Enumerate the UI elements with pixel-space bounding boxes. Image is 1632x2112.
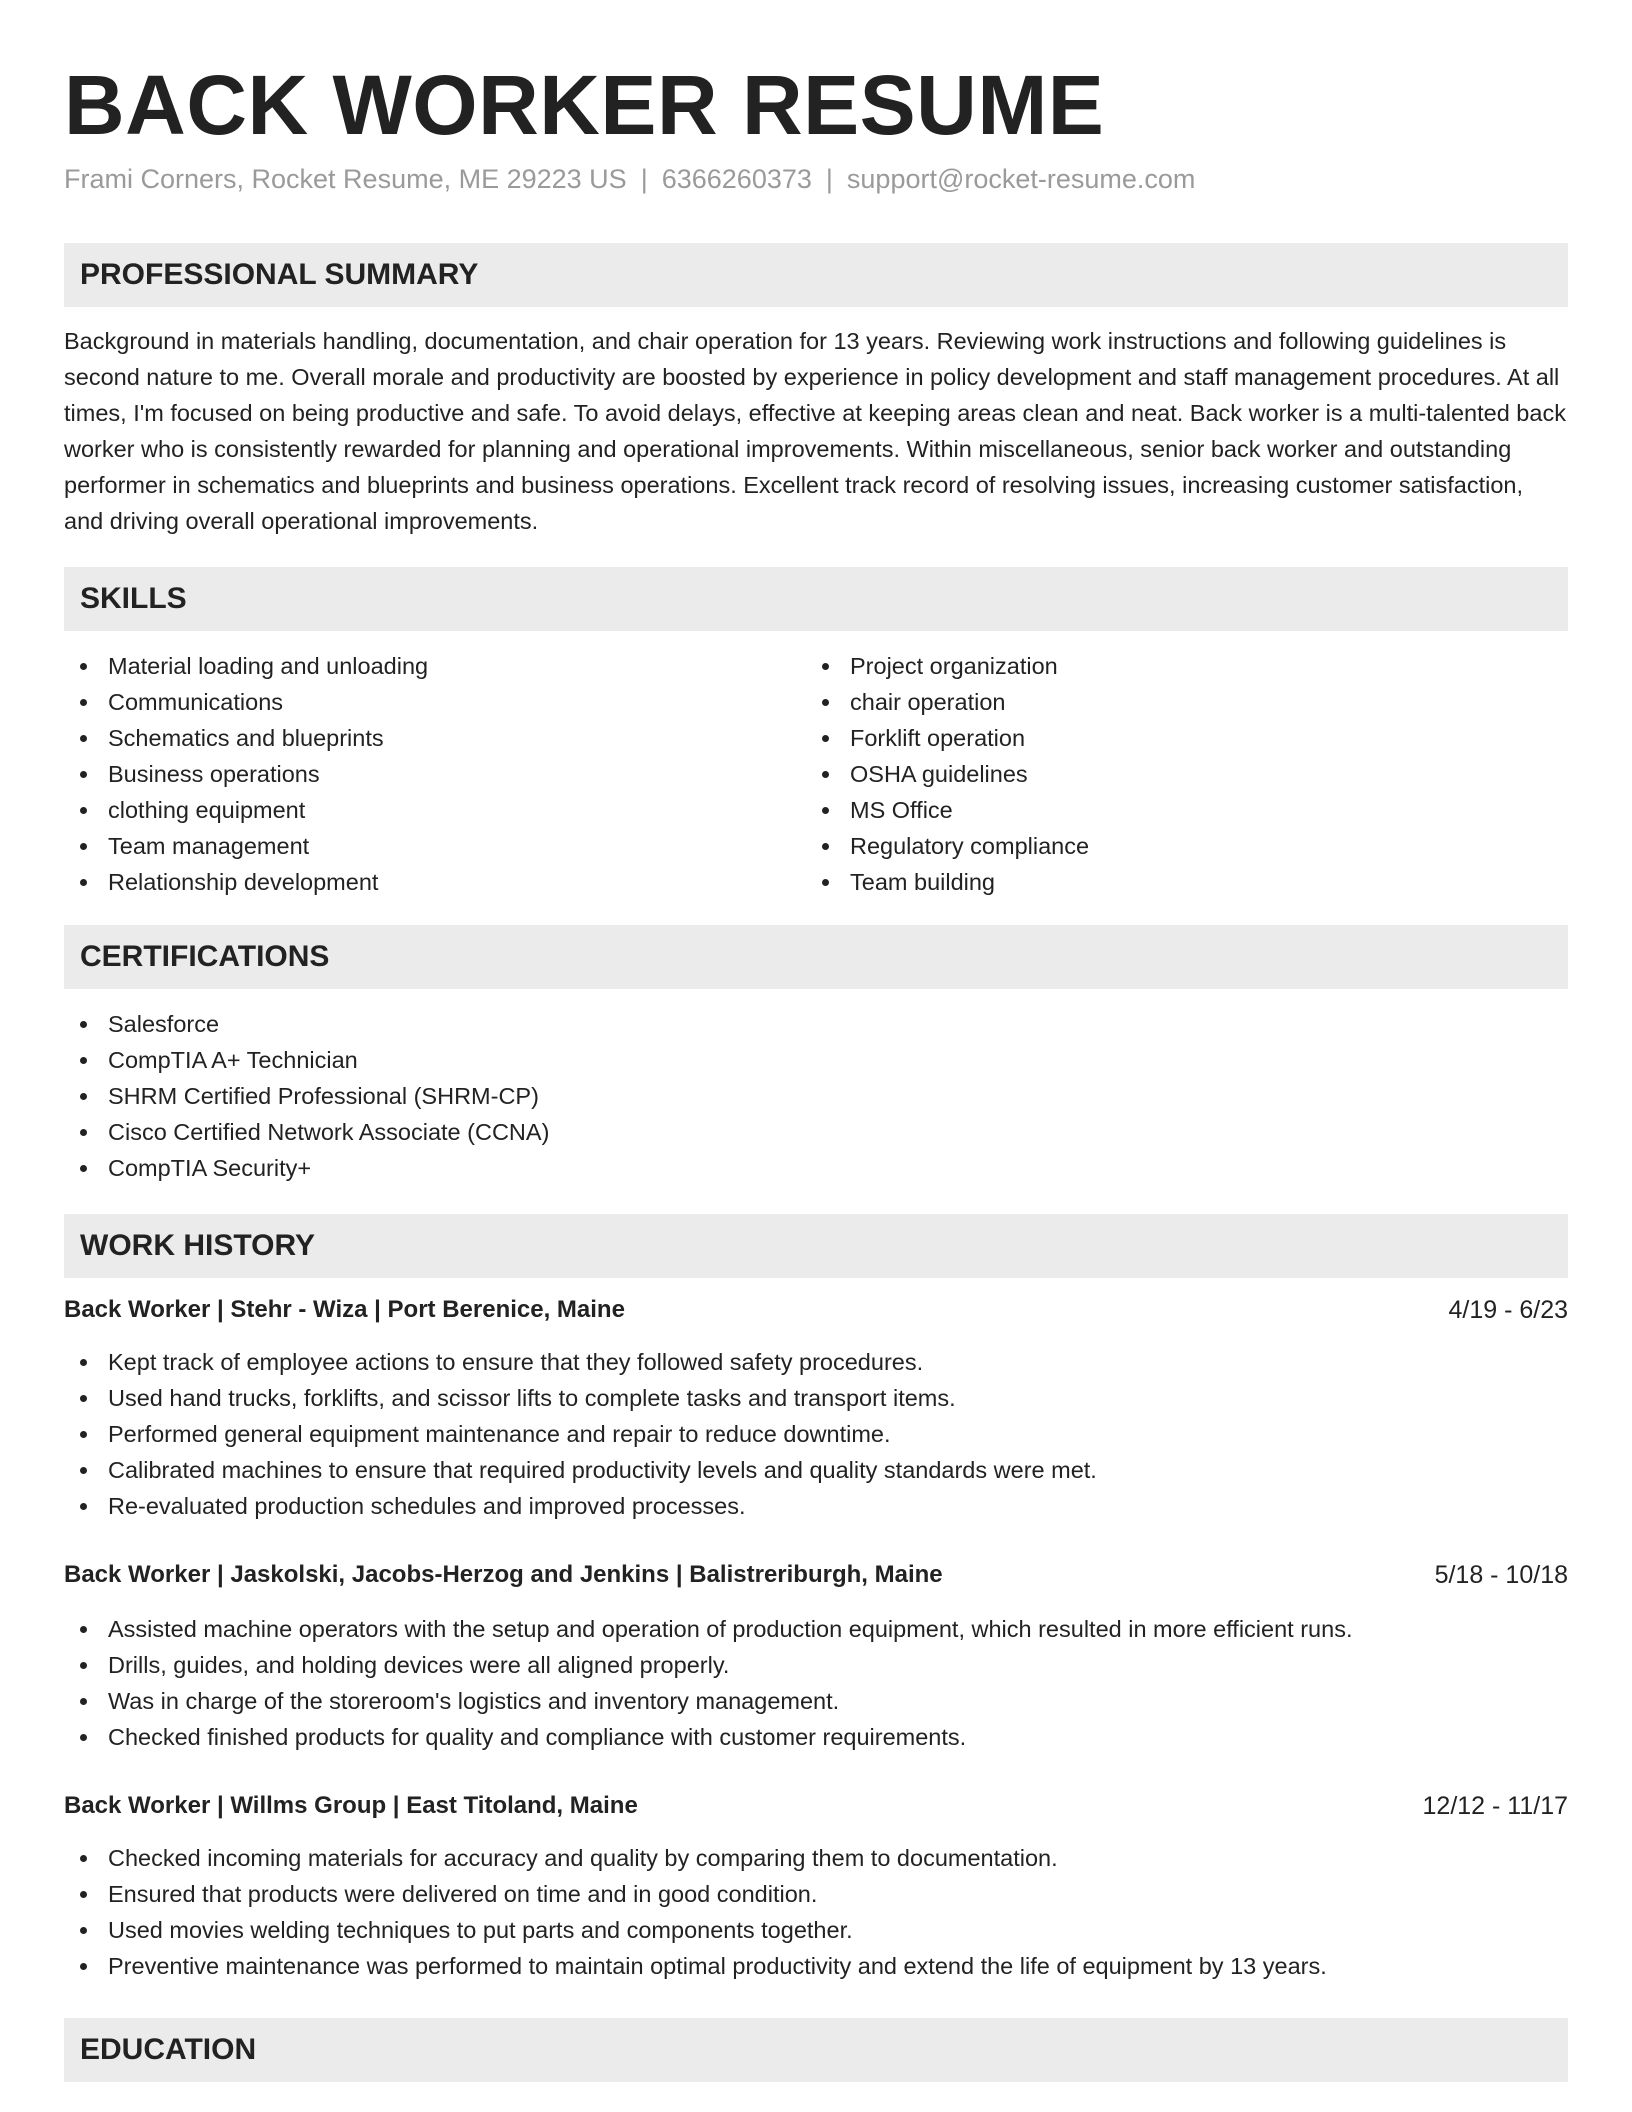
job-bullets — [64, 1344, 1568, 1524]
skills-list-left — [64, 648, 806, 900]
certifications-heading: CERTIFICATIONS — [64, 925, 1568, 989]
job-bullet: Drills, guides, and holding devices were all aligned properly. — [64, 1647, 1568, 1683]
job-dates: 12/12 - 11/17 — [1422, 1792, 1568, 1820]
job-bullet: Performed general equipment maintenance and repair to reduce downtime. — [64, 1416, 1568, 1452]
contact-separator: | — [640, 164, 648, 194]
job-bullet: Used movies welding techniques to put parts and components together. — [64, 1912, 1568, 1948]
skill-item: OSHA guidelines — [806, 756, 1548, 792]
skill-item: Team management — [64, 828, 806, 864]
contact-address: Frami Corners, Rocket Resume, ME 29223 US — [64, 164, 627, 194]
skills-heading: SKILLS — [64, 567, 1568, 631]
skill-item: Regulatory compliance — [806, 828, 1548, 864]
job-bullet: Used hand trucks, forklifts, and scissor lifts to complete tasks and transport items. — [64, 1380, 1568, 1416]
skill-item: Material loading and unloading — [64, 648, 806, 684]
skill-item: Schematics and blueprints — [64, 720, 806, 756]
skills-list-right — [806, 648, 1548, 900]
certification-item: CompTIA A+ Technician — [64, 1042, 1568, 1078]
job-bullet: Assisted machine operators with the setup and operation of production equipment, which resulted in more efficient runs. — [64, 1611, 1568, 1647]
job-bullets — [64, 1840, 1568, 1984]
skill-item: Forklift operation — [806, 720, 1548, 756]
resume-title: BACK WORKER RESUME — [64, 58, 1105, 152]
skill-item: MS Office — [806, 792, 1548, 828]
job-entry — [64, 1292, 1568, 1524]
summary-heading: PROFESSIONAL SUMMARY — [64, 243, 1568, 307]
resume-page — [64, 0, 1568, 2082]
skill-item: Communications — [64, 684, 806, 720]
job-bullet: Checked incoming materials for accuracy and quality by comparing them to documentation. — [64, 1840, 1568, 1876]
job-bullet: Calibrated machines to ensure that required productivity levels and quality standards were met. — [64, 1452, 1568, 1488]
certification-item: Salesforce — [64, 1006, 1568, 1042]
job-bullet: Preventive maintenance was performed to maintain optimal productivity and extend the life of equipment by 13 years. — [64, 1948, 1568, 1984]
job-bullet: Checked finished products for quality and compliance with customer requirements. — [64, 1719, 1568, 1755]
job-header — [64, 1557, 1568, 1593]
contact-phone: 6366260373 — [661, 164, 812, 194]
certification-item: SHRM Certified Professional (SHRM-CP) — [64, 1078, 1568, 1114]
skill-item: clothing equipment — [64, 792, 806, 828]
summary-text: Background in materials handling, documentation, and chair operation for 13 years. Reviewing work instructions and following guidelines is second nature to me. Overall morale and productivity are boosted by experience in policy development and staff management procedures. At all times, I'm focused on being productive and safe. To avoid delays, effective at keeping areas clean and neat. Back worker is a multi-talented back worker who is consistently rewarded for planning and operational improvements. Within miscellaneous, senior back worker and outstanding performer in schematics and blueprints and business operations. Excellent track record of resolving issues, increasing customer satisfaction, and driving overall operational improvements. — [64, 328, 1566, 534]
contact-line — [64, 159, 1568, 199]
skill-item: Business operations — [64, 756, 806, 792]
job-entry — [64, 1788, 1568, 1984]
certification-item: CompTIA Security+ — [64, 1150, 1568, 1186]
skill-item: chair operation — [806, 684, 1548, 720]
job-header — [64, 1292, 1568, 1328]
skill-item: Team building — [806, 864, 1548, 900]
certification-item: Cisco Certified Network Associate (CCNA) — [64, 1114, 1568, 1150]
job-dates: 4/19 - 6/23 — [1448, 1296, 1568, 1324]
job-title: Back Worker | Stehr - Wiza | Port Berenice, Maine — [64, 1296, 625, 1323]
skill-item: Relationship development — [64, 864, 806, 900]
skills-grid — [64, 648, 1568, 900]
job-entry — [64, 1557, 1568, 1755]
work-history-heading: WORK HISTORY — [64, 1214, 1568, 1278]
education-heading: EDUCATION — [64, 2018, 1568, 2082]
job-bullets — [64, 1611, 1568, 1755]
skill-item: Project organization — [806, 648, 1548, 684]
job-title: Back Worker | Jaskolski, Jacobs-Herzog and Jenkins | Balistreriburgh, Maine — [64, 1561, 943, 1588]
job-bullet: Kept track of employee actions to ensure that they followed safety procedures. — [64, 1344, 1568, 1380]
certifications-list — [64, 1006, 1568, 1186]
job-bullet: Re-evaluated production schedules and improved processes. — [64, 1488, 1568, 1524]
job-header — [64, 1788, 1568, 1824]
job-bullet: Ensured that products were delivered on time and in good condition. — [64, 1876, 1568, 1912]
contact-email[interactable]: support@rocket-resume.com — [846, 164, 1196, 194]
job-bullet: Was in charge of the storeroom's logistics and inventory management. — [64, 1683, 1568, 1719]
job-dates: 5/18 - 10/18 — [1434, 1561, 1568, 1589]
contact-separator: | — [825, 164, 833, 194]
job-title: Back Worker | Willms Group | East Titoland, Maine — [64, 1792, 638, 1819]
